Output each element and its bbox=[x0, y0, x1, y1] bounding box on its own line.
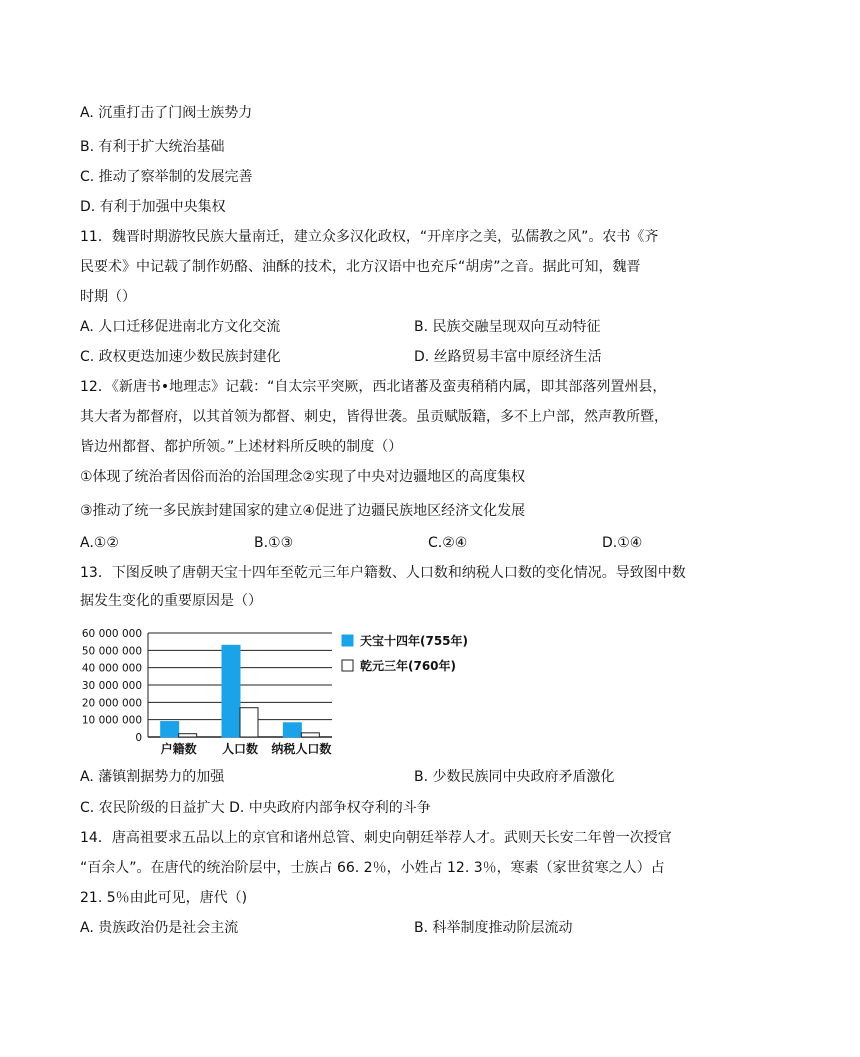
chart-bar-tianbao-2 bbox=[283, 723, 301, 737]
q14-stem-line-1: 14．唐高祖要求五品以上的京官和诸州总管、刺史向朝廷举荐人才。武则天长安二年曾一次授官 bbox=[80, 830, 672, 846]
chart-x-tick-label: 户籍数 bbox=[160, 742, 197, 756]
q14-stem-line-3: 21. 5％由此可见，唐代（) bbox=[80, 890, 248, 906]
chart-legend-label: 乾元三年(760年) bbox=[360, 659, 457, 673]
q10-option-a: A. 沉重打击了门阀士族势力 bbox=[80, 105, 253, 121]
q12-stem-line-3: 皆边州都督、都护所领。”上述材料所反映的制度（） bbox=[80, 439, 403, 455]
chart-y-tick-label: 50 000 000 bbox=[81, 645, 142, 658]
q12-option-a: A.①② bbox=[80, 535, 119, 551]
q12-stem-line-1: 12．《新唐书•地理志》记载：“自太宗平突厥，西北诸蕃及蛮夷稍稍内属，即其部落列置州县， bbox=[80, 379, 667, 395]
chart-bar-tianbao-0 bbox=[161, 722, 179, 737]
q12-item-1: ①体现了统治者因俗而治的治国理念②实现了中央对边疆地区的高度集权 bbox=[80, 469, 526, 485]
q12-option-b: B.①③ bbox=[254, 535, 294, 551]
chart-y-tick-label: 0 bbox=[135, 732, 142, 744]
chart-legend-label: 天宝十四年(755年) bbox=[360, 634, 469, 648]
q11-stem-line-3: 时期（） bbox=[80, 289, 136, 305]
chart-y-tick-label: 30 000 000 bbox=[81, 680, 142, 692]
q10-option-b: B. 有利于扩大统治基础 bbox=[80, 139, 225, 155]
q14-option-a: A. 贵族政治仍是社会主流 bbox=[80, 920, 239, 936]
q11-option-b: B. 民族交融呈现双向互动特征 bbox=[414, 319, 601, 335]
q10-option-c: C. 推动了察举制的发展完善 bbox=[80, 169, 253, 185]
q10-option-d: D. 有利于加强中央集权 bbox=[80, 199, 226, 215]
chart-legend-swatch bbox=[342, 660, 353, 671]
q12-option-d: D.①④ bbox=[602, 535, 643, 551]
q13-option-cd: C. 农民阶级的日益扩大 D. 中央政府内部争权夺利的斗争 bbox=[80, 800, 431, 816]
q14-stem-line-2: “百余人”。在唐代的统治阶层中，士族占 66. 2％，小姓占 12. 3％，寒素（家世贫寒之人）占 bbox=[80, 860, 665, 876]
chart-legend-swatch bbox=[342, 635, 353, 646]
q11-stem-line-2: 民要术》中记载了制作奶酪、油酥的技术，北方汉语中也充斥“胡虏”之音。据此可知，魏晋 bbox=[80, 259, 641, 275]
q14-option-b: B. 科举制度推动阶层流动 bbox=[414, 920, 573, 936]
q13-stem-line-1: 13．下图反映了唐朝天宝十四年至乾元三年户籍数、人口数和纳税人口数的变化情况。导致图中数 bbox=[80, 565, 686, 581]
chart-x-tick-label: 纳税人口数 bbox=[271, 742, 332, 756]
q11-option-a: A. 人口迁移促进南北方文化交流 bbox=[80, 319, 281, 335]
q11-option-c: C. 政权更迭加速少数民族封建化 bbox=[80, 349, 281, 365]
q11-option-d: D. 丝路贸易丰富中原经济生活 bbox=[414, 349, 602, 365]
chart-bar-qianyuan-1 bbox=[240, 708, 258, 737]
q12-item-2: ③推动了统一多民族封建国家的建立④促进了边疆民族地区经济文化发展 bbox=[80, 503, 526, 519]
chart-bar-tianbao-1 bbox=[222, 645, 240, 737]
q13-option-a: A. 藩镇割据势力的加强 bbox=[80, 769, 225, 785]
chart-y-tick-label: 10 000 000 bbox=[81, 714, 142, 727]
q13-option-b: B. 少数民族同中央政府矛盾激化 bbox=[414, 769, 615, 785]
q12-stem-line-2: 其大者为都督府，以其首领为都督、刺史，皆得世袭。虽贡赋版籍，多不上户部，然声教所暨， bbox=[80, 409, 668, 425]
chart-bar-qianyuan-2 bbox=[301, 733, 319, 737]
population-bar-chart bbox=[80, 624, 480, 764]
q12-option-c: C.②④ bbox=[428, 535, 468, 551]
chart-x-tick-label: 人口数 bbox=[221, 742, 259, 756]
q13-stem-line-2: 据发生变化的重要原因是（） bbox=[80, 593, 262, 609]
chart-y-tick-label: 40 000 000 bbox=[81, 662, 142, 675]
chart-y-tick-label: 20 000 000 bbox=[81, 697, 142, 710]
q11-stem-line-1: 11．魏晋时期游牧民族大量南迁，建立众多汉化政权，“开庠序之美，弘儒教之风”。农书《齐 bbox=[80, 229, 659, 245]
chart-bar-qianyuan-0 bbox=[179, 734, 197, 737]
chart-y-tick-label: 60 000 000 bbox=[81, 628, 142, 640]
